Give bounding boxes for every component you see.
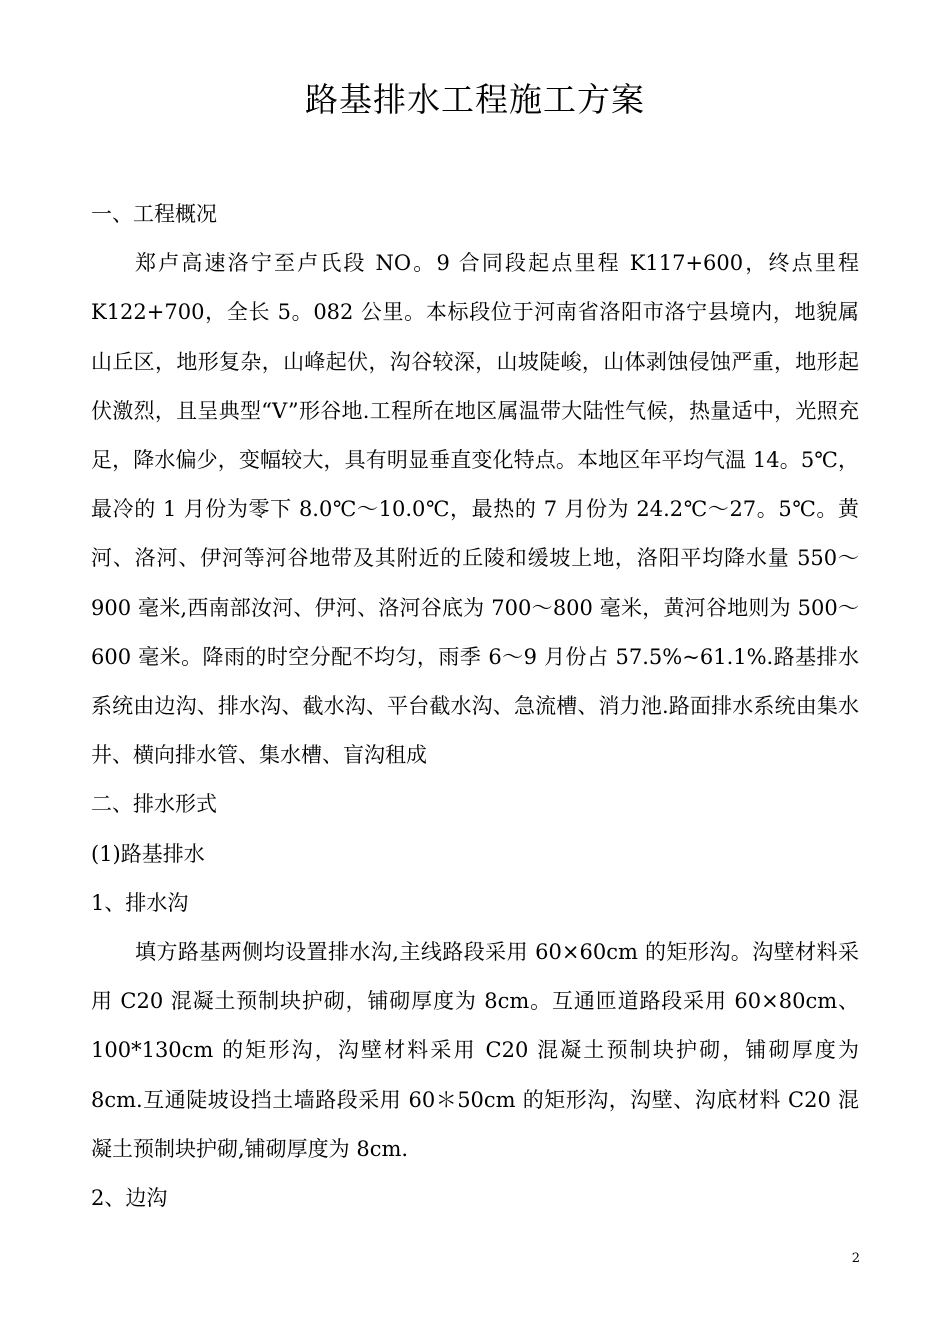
item-heading-drainage-ditch: 1、排水沟: [91, 890, 189, 915]
document-title: 路基排水工程施工方案: [305, 80, 645, 119]
page-number: 2: [851, 1251, 860, 1266]
body-paragraph-overview: 郑卢高速洛宁至卢氏段 NO。9 合同段起点里程 K117+600，终点里程 K122+700，全长 5。082 公里。本标段位于河南省洛阳市洛宁县境内，地貌属山丘区，地形复杂，山峰起伏，沟谷较深，山坡陡峻，山体剥蚀侵蚀严重，地形起伏激烈，且呈典型“V”形谷地.工程所在地区属温带大陆性气候，热量适中，光照充足，降水偏少，变幅较大，具有明显垂直变化特点。本地区年平均气温 14。5℃，最冷的 1 月份为零下 8.0℃～10.0℃，最热的 7 月份为 24.2℃～27。5℃。黄河、洛河、伊河等河谷地带及其附近的丘陵和缓坡上地，洛阳平均降水量 550～900 毫米,西南部汝河、伊河、洛河谷底为 700～800 毫米，黄河谷地则为 500～600 毫米。降雨的时空分配不均匀，雨季 6～9 月份占 57.5%~61.1%.路基排水系统由边沟、排水沟、截水沟、平台截水沟、急流槽、消力池.路面排水系统由集水井、横向排水管、集水槽、盲沟租成: [91, 251, 859, 768]
item-heading-side-ditch: 2、边沟: [91, 1186, 168, 1211]
section-heading-overview: 一、工程概况: [91, 202, 217, 226]
body-paragraph-drainage-ditch: 填方路基两侧均设置排水沟,主线路段采用 60×60cm 的矩形沟。沟壁材料采用 C20 混凝土预制块护砌，铺砌厚度为 8cm。互通匝道路段采用 60×80cm、100*130cm 的矩形沟，沟壁材料采用 C20 混凝土预制块护砌，铺砌厚度为 8cm.互通陡坡设挡土墙路段采用 60＊50cm 的矩形沟，沟壁、沟底材料 C20 混凝土预制块护砌,铺砌厚度为 8cm.: [91, 940, 859, 1161]
subsection-heading-subgrade-drainage: (1)路基排水: [91, 841, 205, 866]
section-heading-drainage-form: 二、排水形式: [91, 792, 217, 817]
document-body: [91, 190, 859, 1223]
